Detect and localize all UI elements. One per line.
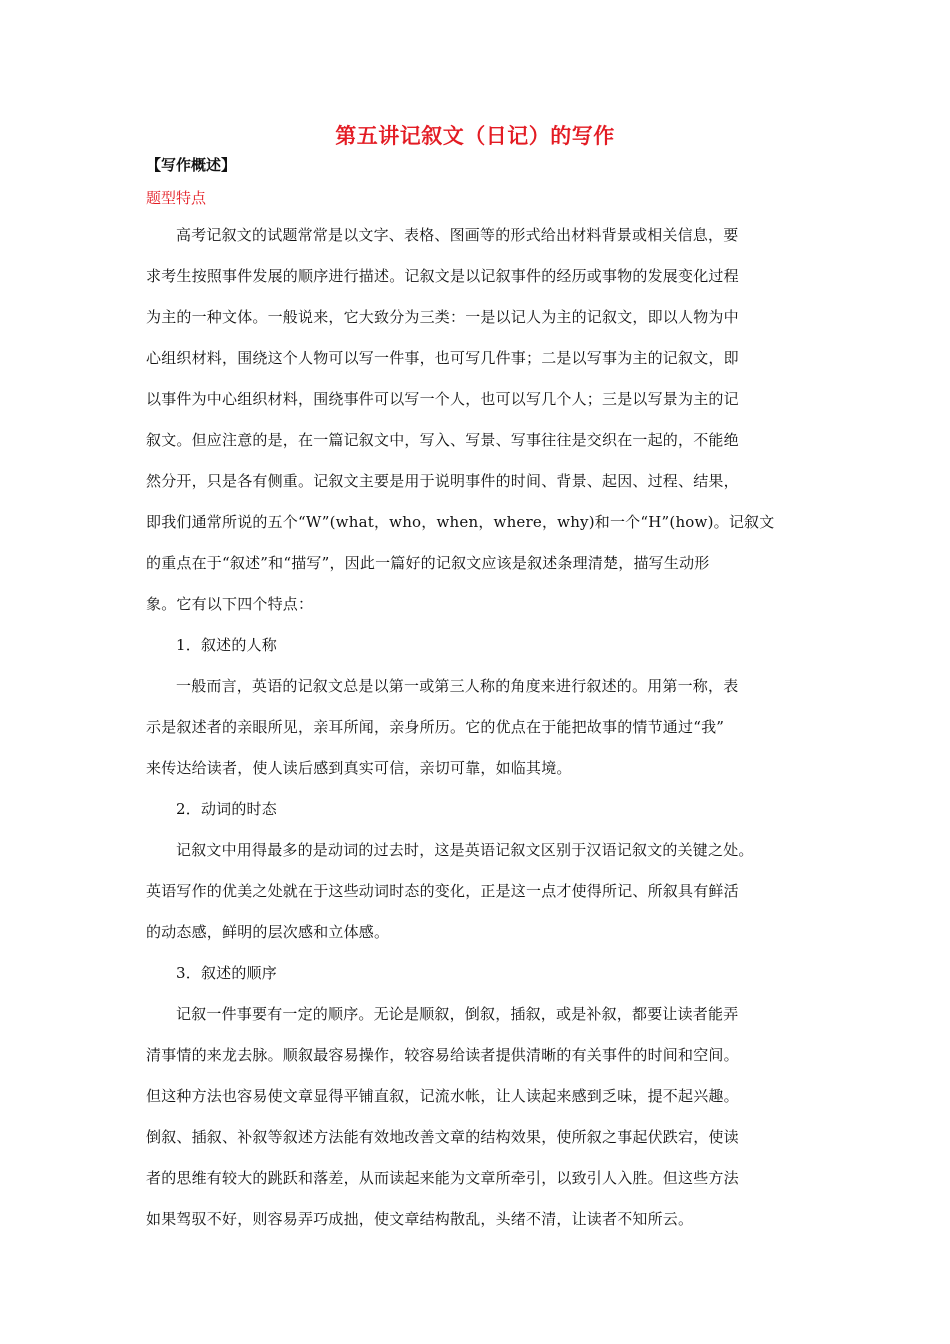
text-line: 即我们通常所说的五个“W”(what，who，when，where，why)和一个“H”(how)。记叙文 <box>146 513 775 531</box>
document-title: 第五讲记叙文（日记）的写作 <box>335 123 615 148</box>
text-line: 3．叙述的顺序 <box>176 964 277 982</box>
text-line: 如果驾驭不好，则容易弄巧成拙，使文章结构散乱，头绪不清，让读者不知所云。 <box>146 1210 694 1228</box>
body-text <box>146 220 806 1245</box>
text-line: 求考生按照事件发展的顺序进行描述。记叙文是以记叙事件的经历或事物的发展变化过程 <box>146 267 739 285</box>
text-line: 1．叙述的人称 <box>176 636 277 654</box>
text-line: 示是叙述者的亲眼所见，亲耳所闻，亲身所历。它的优点在于能把故事的情节通过“我” <box>146 718 725 736</box>
text-line: 2．动词的时态 <box>176 800 277 818</box>
text-line: 的动态感，鲜明的层次感和立体感。 <box>146 923 390 941</box>
text-line: 以事件为中心组织材料，围绕事件可以写一个人，也可以写几个人；三是以写景为主的记 <box>146 390 739 408</box>
text-line: 的重点在于“叙述”和“描写”，因此一篇好的记叙文应该是叙述条理清楚，描写生动形 <box>146 554 710 572</box>
text-line: 高考记叙文的试题常常是以文字、表格、图画等的形式给出材料背景或相关信息，要 <box>176 226 739 244</box>
text-line: 倒叙、插叙、补叙等叙述方法能有效地改善文章的结构效果，使所叙之事起伏跌宕，使读 <box>146 1128 739 1146</box>
text-line: 但这种方法也容易使文章显得平铺直叙，记流水帐，让人读起来感到乏味，提不起兴趣。 <box>146 1087 739 1105</box>
text-line: 一般而言，英语的记叙文总是以第一或第三人称的角度来进行叙述的。用第一称，表 <box>176 677 739 695</box>
text-line: 者的思维有较大的跳跃和落差，从而读起来能为文章所牵引，以致引人入胜。但这些方法 <box>146 1169 739 1187</box>
subheading: 题型特点 <box>146 189 207 207</box>
text-line: 为主的一种文体。一般说来，它大致分为三类：一是以记人为主的记叙文，即以人物为中 <box>146 308 739 326</box>
text-line: 记叙一件事要有一定的顺序。无论是顺叙，倒叙，插叙，或是补叙，都要让读者能弄 <box>176 1005 739 1023</box>
text-line: 记叙文中用得最多的是动词的过去时，这是英语记叙文区别于汉语记叙文的关键之处。 <box>176 841 754 859</box>
text-line: 英语写作的优美之处就在于这些动词时态的变化，正是这一点才使得所记、所叙具有鲜活 <box>146 882 739 900</box>
text-line: 清事情的来龙去脉。顺叙最容易操作，较容易给读者提供清晰的有关事件的时间和空间。 <box>146 1046 739 1064</box>
text-line: 象。它有以下四个特点： <box>146 595 314 613</box>
section-heading: 【写作概述】 <box>146 156 237 174</box>
text-line: 叙文。但应注意的是，在一篇记叙文中，写入、写景、写事往往是交织在一起的，不能绝 <box>146 431 739 449</box>
text-line: 来传达给读者，使人读后感到真实可信，亲切可靠，如临其境。 <box>146 759 572 777</box>
text-line: 然分开，只是各有侧重。记叙文主要是用于说明事件的时间、背景、起因、过程、结果， <box>146 472 739 490</box>
text-line: 心组织材料，围绕这个人物可以写一件事，也可写几件事；二是以写事为主的记叙文，即 <box>146 349 739 367</box>
